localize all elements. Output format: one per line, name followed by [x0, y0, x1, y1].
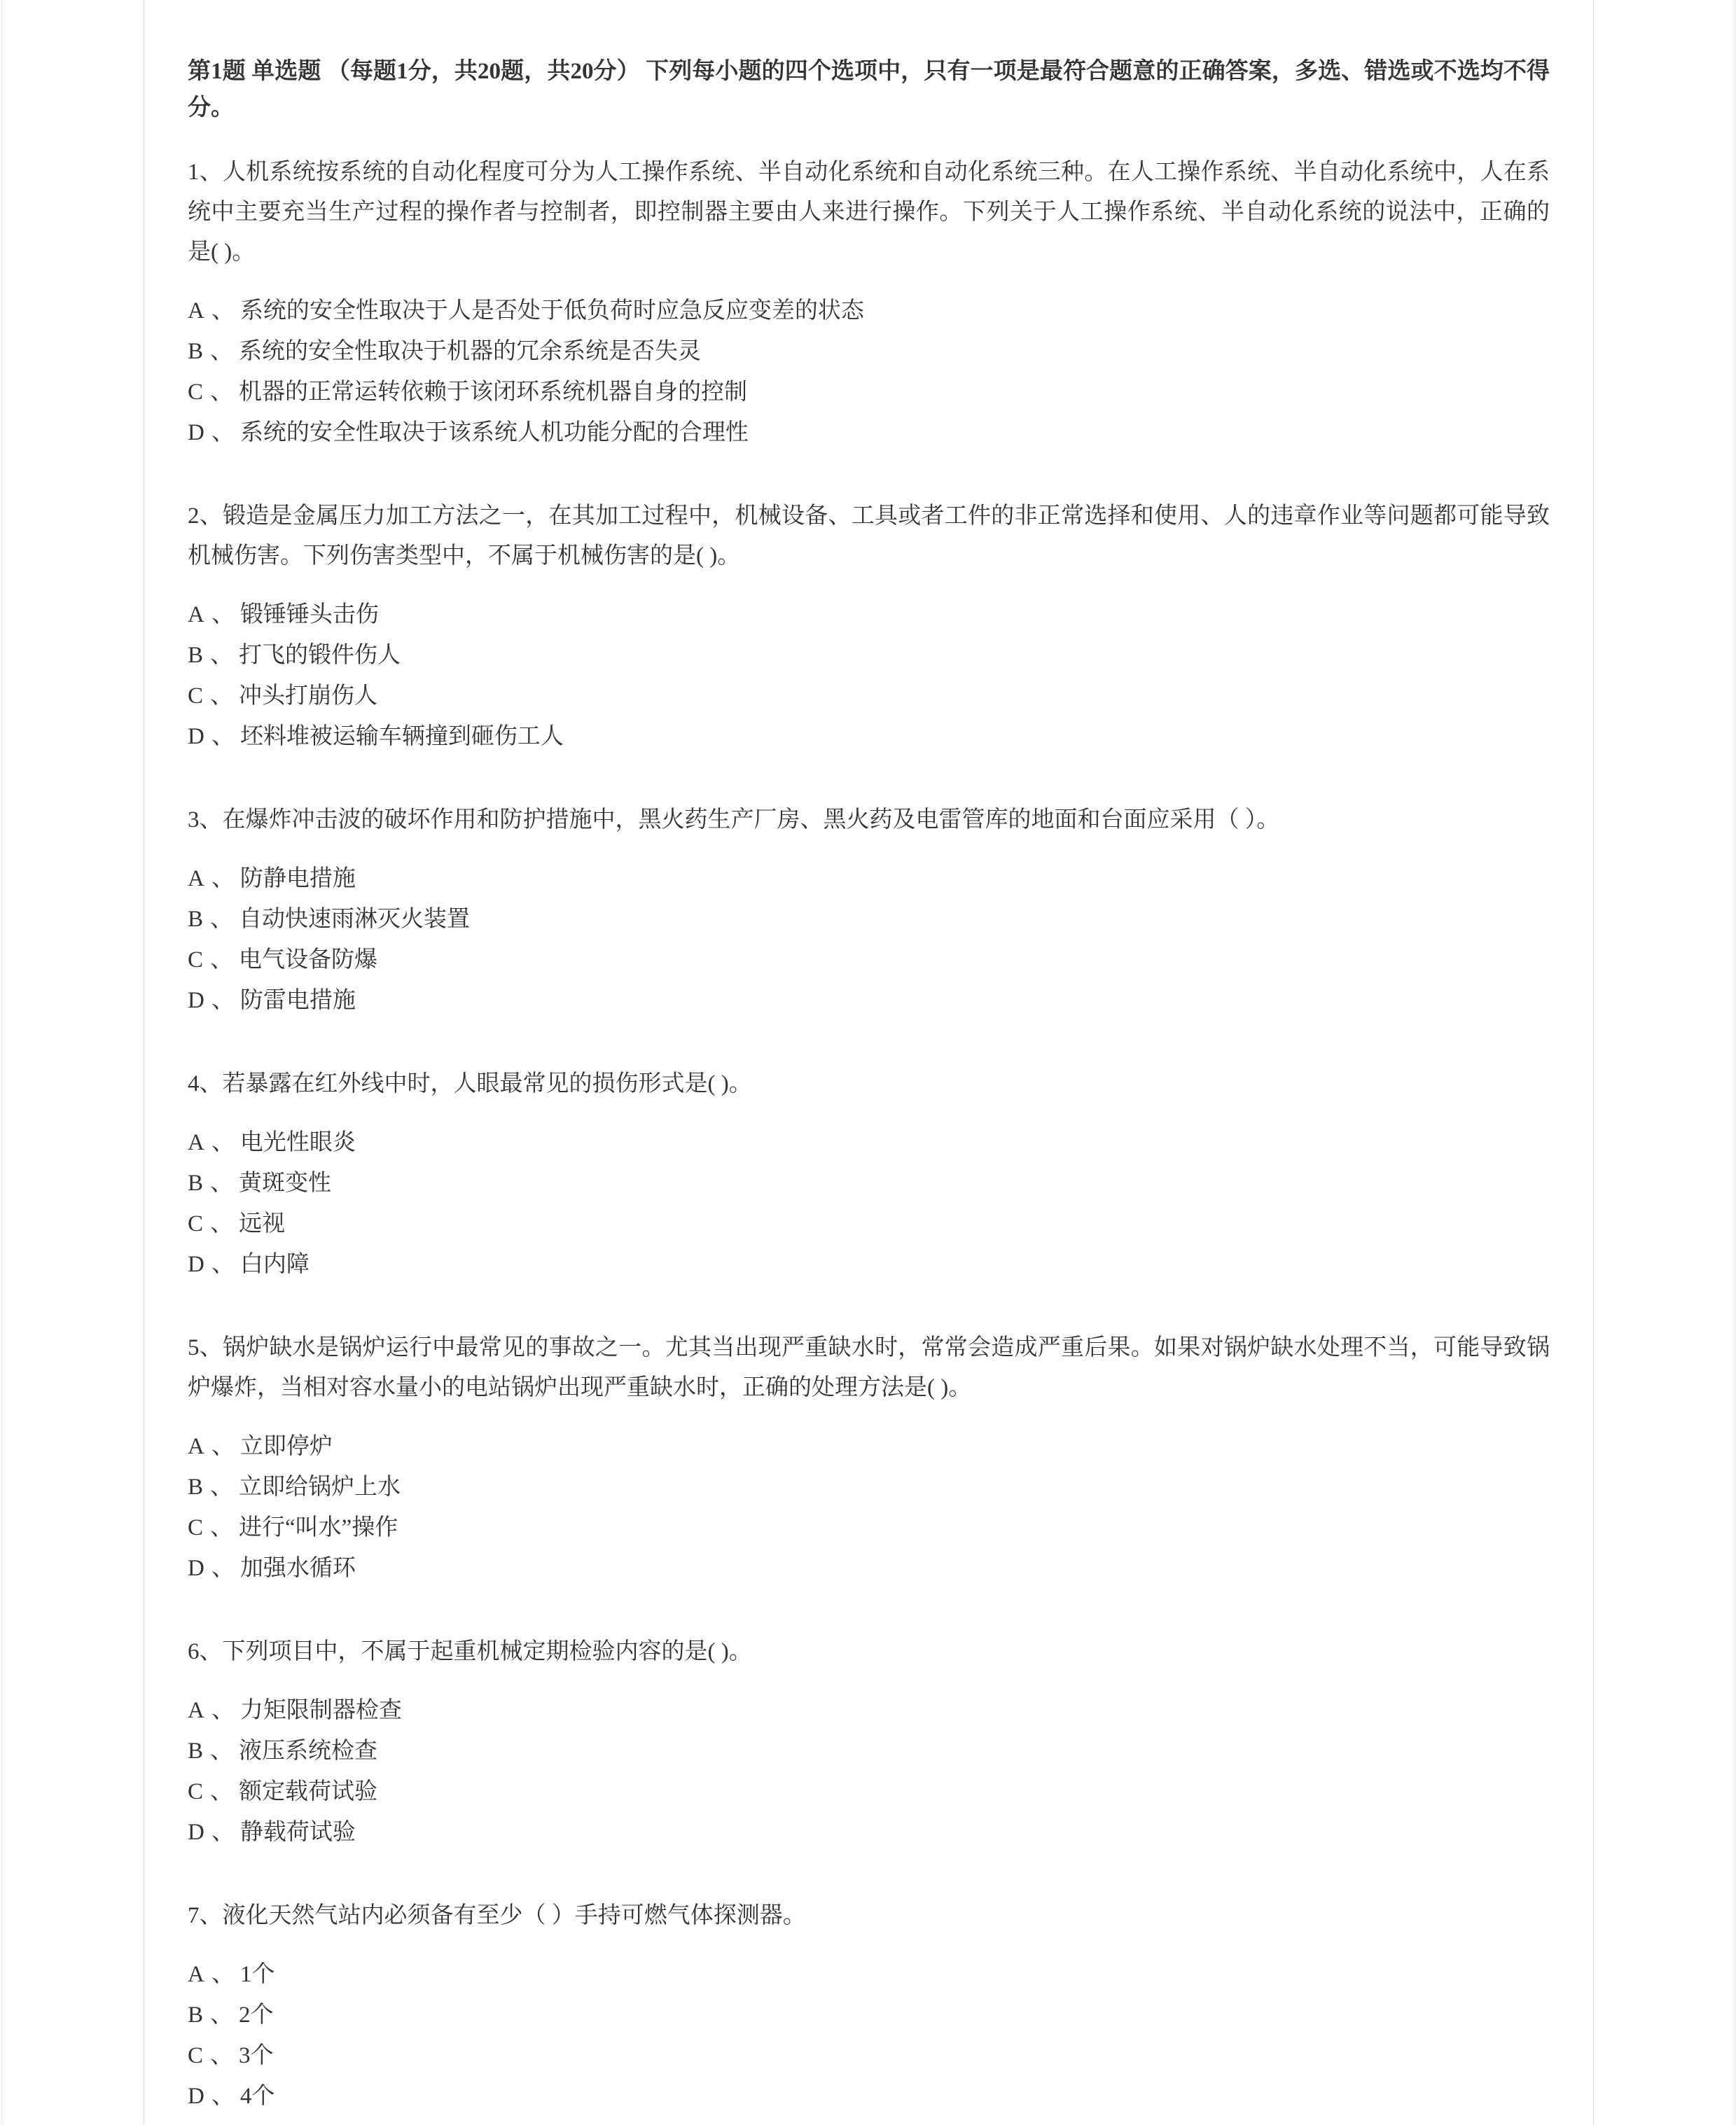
option-label: D [188, 988, 204, 1013]
option-row-c [188, 2035, 1550, 2076]
options-list [188, 1426, 1550, 1589]
option-separator: 、 [210, 1739, 234, 1764]
options-list [188, 1954, 1550, 2117]
option-separator: 、 [210, 907, 234, 932]
option-text: 4个 [239, 2084, 275, 2109]
option-row-b [188, 1731, 1550, 1771]
option-separator: 、 [211, 420, 235, 445]
option-text: 冲头打崩伤人 [239, 683, 378, 709]
option-text: 静载荷试验 [239, 1820, 356, 1845]
options-list [188, 858, 1550, 1021]
option-text: 立即给锅炉上水 [239, 1475, 401, 1500]
option-label: C [188, 1211, 204, 1236]
option-separator: 、 [210, 947, 234, 973]
option-label: A [188, 1698, 204, 1723]
option-separator: 、 [210, 2002, 234, 2028]
option-row-d [188, 1812, 1550, 1853]
option-text: 1个 [239, 1962, 275, 1987]
option-label: D [188, 2084, 204, 2109]
option-separator: 、 [211, 1698, 235, 1723]
option-label: A [188, 298, 204, 323]
option-separator: 、 [211, 1252, 235, 1277]
option-label: B [188, 1171, 204, 1196]
option-separator: 、 [211, 2084, 235, 2109]
options-list [188, 1122, 1550, 1285]
option-text: 系统的安全性取决于机器的冗余系统是否失灵 [239, 339, 702, 364]
question-block-5 [188, 1328, 1550, 1589]
option-row-a [188, 1954, 1550, 1995]
option-separator: 、 [210, 1515, 234, 1540]
option-separator: 、 [210, 379, 234, 405]
question-block-6 [188, 1632, 1550, 1853]
option-label: A [188, 1130, 204, 1155]
option-label: D [188, 1252, 204, 1277]
option-label: B [188, 2002, 204, 2028]
option-row-d [188, 716, 1550, 757]
options-list [188, 594, 1550, 757]
option-text: 额定载荷试验 [239, 1779, 378, 1804]
option-text: 防静电措施 [239, 866, 356, 891]
option-text: 电气设备防爆 [239, 947, 378, 973]
option-text: 系统的安全性取决于该系统人机功能分配的合理性 [239, 420, 749, 445]
question-block-1 [188, 153, 1550, 453]
option-row-b [188, 331, 1550, 372]
option-text: 防雷电措施 [239, 988, 356, 1013]
option-separator: 、 [211, 1130, 235, 1155]
option-row-a [188, 858, 1550, 899]
option-label: D [188, 724, 204, 749]
option-label: C [188, 947, 204, 973]
option-row-a [188, 1426, 1550, 1467]
option-text: 黄斑变性 [239, 1171, 332, 1196]
option-label: B [188, 339, 204, 364]
option-separator: 、 [210, 1779, 234, 1804]
option-label: C [188, 2043, 204, 2068]
option-separator: 、 [210, 643, 234, 668]
exam-section-header: 第1题 单选题 （每题1分，共20题，共20分） 下列每小题的四个选项中，只有一项是最符合题意的正确答案，多选、错选或不选均不得分。 [188, 59, 1550, 120]
option-label: D [188, 1556, 204, 1581]
option-label: B [188, 643, 204, 668]
option-row-d [188, 1244, 1550, 1285]
option-label: A [188, 1962, 204, 1987]
option-row-d [188, 1548, 1550, 1589]
option-row-c [188, 1204, 1550, 1244]
question-block-2 [188, 496, 1550, 757]
option-separator: 、 [211, 724, 235, 749]
question-text: 5、锅炉缺水是锅炉运行中最常见的事故之一。尤其当出现严重缺水时，常常会造成严重后果。如果对锅炉缺水处理不当，可能导致锅炉爆炸，当相对容水量小的电站锅炉出现严重缺水时，正确的处理方法是( )。 [188, 1335, 1550, 1400]
option-text: 加强水循环 [239, 1556, 356, 1581]
option-text: 系统的安全性取决于人是否处于低负荷时应急反应变差的状态 [239, 298, 864, 323]
option-separator: 、 [211, 1434, 235, 1459]
option-separator: 、 [210, 1475, 234, 1500]
window-left-edge-line [1, 0, 2, 2125]
question-text: 6、下列项目中，不属于起重机械定期检验内容的是( )。 [188, 1639, 752, 1664]
options-list [188, 291, 1550, 453]
option-label: B [188, 907, 204, 932]
question-text: 7、液化天然气站内必须备有至少（ ）手持可燃气体探测器。 [188, 1903, 806, 1928]
option-label: A [188, 602, 204, 627]
question-block-4 [188, 1064, 1550, 1285]
option-label: D [188, 1820, 204, 1845]
option-row-d [188, 412, 1550, 453]
option-row-d [188, 980, 1550, 1021]
option-row-a [188, 1690, 1550, 1731]
question-block-3 [188, 800, 1550, 1021]
option-text: 3个 [239, 2043, 274, 2068]
option-text: 机器的正常运转依赖于该闭环系统机器自身的控制 [239, 379, 748, 405]
option-row-b [188, 1995, 1550, 2035]
option-separator: 、 [210, 339, 234, 364]
option-row-c [188, 372, 1550, 412]
option-separator: 、 [210, 2043, 234, 2068]
option-text: 打飞的锻件伤人 [239, 643, 401, 668]
option-text: 锻锤锤头击伤 [239, 602, 379, 627]
option-text: 坯料堆被运输车辆撞到砸伤工人 [239, 724, 564, 749]
option-label: B [188, 1475, 204, 1500]
option-text: 力矩限制器检查 [239, 1698, 402, 1723]
option-label: A [188, 866, 204, 891]
option-row-b [188, 635, 1550, 676]
option-text: 液压系统检查 [239, 1739, 378, 1764]
option-separator: 、 [210, 683, 234, 709]
option-label: C [188, 379, 204, 405]
question-text: 3、在爆炸冲击波的破坏作用和防护措施中，黑火药生产厂房、黑火药及电雷管库的地面和台面应采用（ ）。 [188, 807, 1280, 832]
option-text: 进行“叫水”操作 [239, 1515, 398, 1540]
option-row-c [188, 1507, 1550, 1548]
option-row-a [188, 594, 1550, 635]
option-separator: 、 [210, 1171, 234, 1196]
option-row-b [188, 1467, 1550, 1507]
option-separator: 、 [211, 866, 235, 891]
question-block-7 [188, 1896, 1550, 2117]
option-label: C [188, 1779, 204, 1804]
option-text: 电光性眼炎 [239, 1130, 356, 1155]
option-label: D [188, 420, 204, 445]
option-row-c [188, 676, 1550, 716]
option-label: C [188, 1515, 204, 1540]
exam-document-page [144, 0, 1594, 2125]
option-row-b [188, 1163, 1550, 1204]
options-list [188, 1690, 1550, 1853]
option-row-a [188, 291, 1550, 331]
option-text: 立即停炉 [239, 1434, 333, 1459]
option-text: 远视 [239, 1211, 286, 1236]
option-row-d [188, 2076, 1550, 2117]
option-row-c [188, 940, 1550, 980]
question-text: 1、人机系统按系统的自动化程度可分为人工操作系统、半自动化系统和自动化系统三种。在人工操作系统、半自动化系统中，人在系统中主要充当生产过程的操作者与控制者，即控制器主要由人来进行操作。下列关于人工操作系统、半自动化系统的说法中，正确的是( )。 [188, 160, 1550, 265]
option-separator: 、 [211, 1820, 235, 1845]
option-text: 自动快速雨淋灭火装置 [239, 907, 471, 932]
option-separator: 、 [211, 1962, 235, 1987]
option-separator: 、 [211, 298, 235, 323]
option-separator: 、 [210, 1211, 234, 1236]
question-text: 2、锻造是金属压力加工方法之一，在其加工过程中，机械设备、工具或者工件的非正常选择和使用、人的违章作业等问题都可能导致机械伤害。下列伤害类型中，不属于机械伤害的是( )。 [188, 503, 1550, 569]
option-separator: 、 [211, 988, 235, 1013]
option-separator: 、 [211, 602, 235, 627]
option-separator: 、 [211, 1556, 235, 1581]
option-text: 2个 [239, 2002, 274, 2028]
option-label: A [188, 1434, 204, 1459]
option-text: 白内障 [239, 1252, 310, 1277]
option-label: C [188, 683, 204, 709]
question-text: 4、若暴露在红外线中时，人眼最常见的损伤形式是( )。 [188, 1071, 752, 1096]
option-row-a [188, 1122, 1550, 1163]
option-row-c [188, 1771, 1550, 1812]
option-row-b [188, 899, 1550, 940]
option-label: B [188, 1739, 204, 1764]
